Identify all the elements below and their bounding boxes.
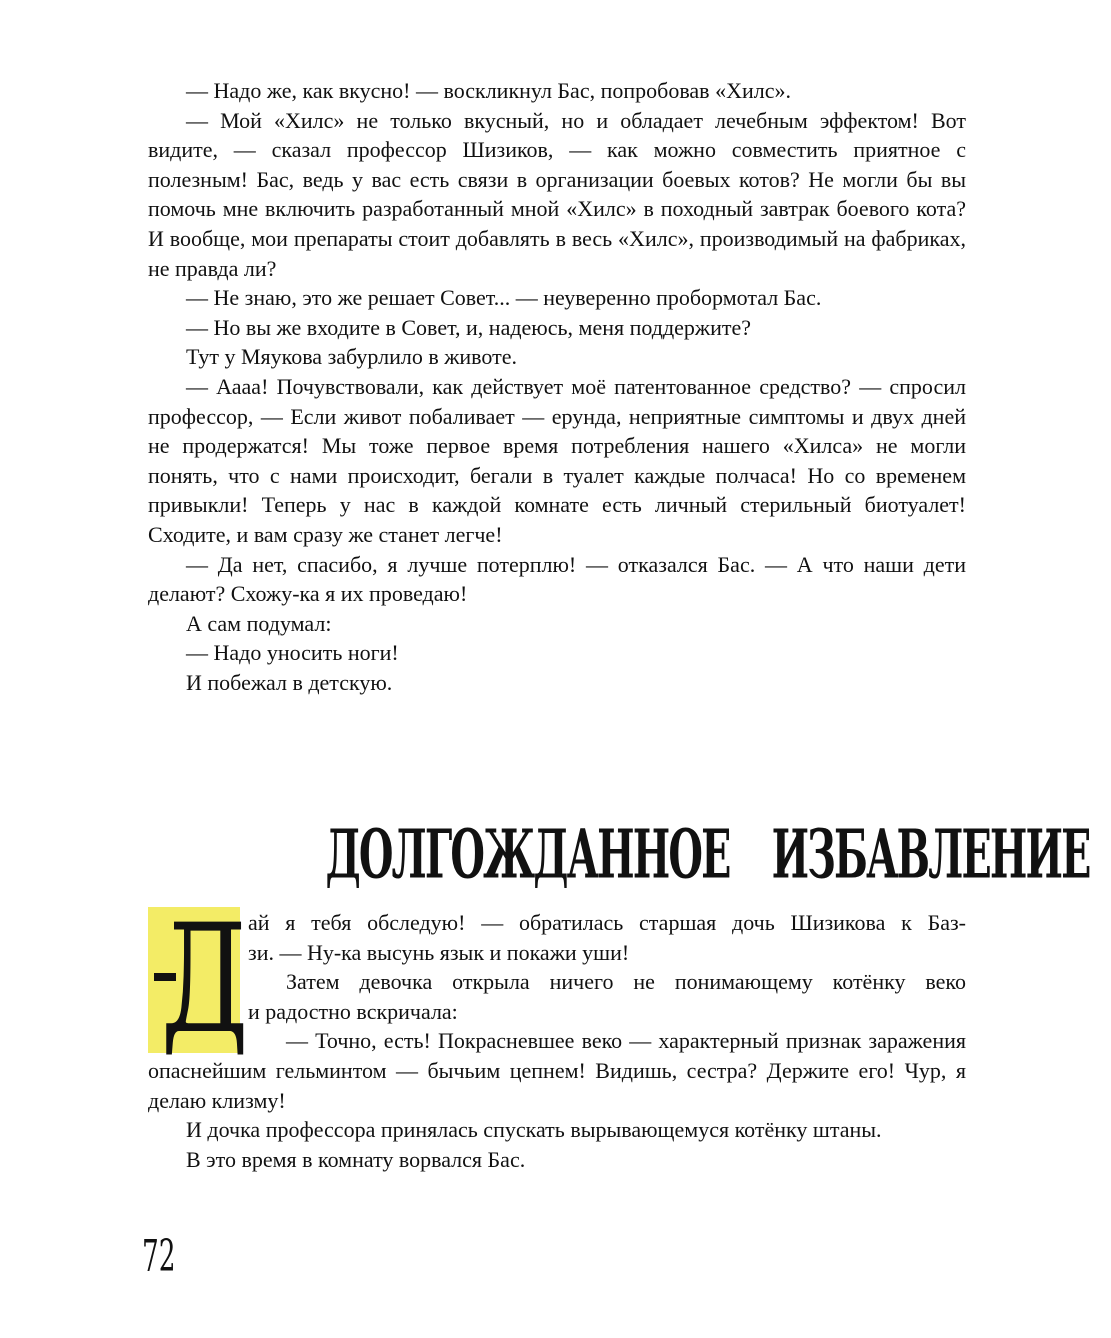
paragraph: Тут у Мяукова забурлило в животе. xyxy=(186,344,518,370)
paragraph: — Надо уносить ноги! xyxy=(186,640,399,666)
paragraph: — Не знаю, это же решает Совет... — неуверенно пробормотал Бас. xyxy=(186,285,822,311)
body-text-top xyxy=(148,76,966,697)
paragraph: — Надо же, как вкусно! — воскликнул Бас, попробовав «Хилс». xyxy=(186,78,791,103)
paragraph-line: Затем девочка открыла ничего не понимающему котёнку веко xyxy=(286,969,966,995)
paragraph-line: ай я тебя обследую! — обратилась старшая дочь Шизикова к Баз- xyxy=(248,910,966,935)
paragraph: И побежал в детскую. xyxy=(186,669,393,695)
paragraph-line: и радостно вскричала: xyxy=(248,998,458,1024)
paragraph: — Мой «Хилс» не только вкусный, но и обладает лечебным эффектом! Вот видите, — сказал профессор Шизиков, — как можно совместить приятное с полезным! Бас, ведь у вас есть связи в организации боевых котов? Не могли бы вы помочь мне включить разработанный мной «Хилс» в походный завтрак боевого кота? И вообще, мои препараты стоит добавлять в весь «Хилс», производимый на фабриках, не правда ли? xyxy=(148,107,966,281)
paragraph: — Точно, есть! Покрасневшее веко — характерный признак заражения опаснейшим гельминтом — бычьим цепнем! Видишь, сестра? Держите его! Чур, я делаю клизму! xyxy=(148,1028,966,1113)
paragraph: — Да нет, спасибо, я лучше потерплю! — отказался Бас. — А что наши дети делают? Схожу-ка я их проведаю! xyxy=(148,551,966,607)
paragraph: А сам подумал: xyxy=(186,610,332,636)
paragraph-line: зи. — Ну-ка высунь язык и покажи уши! xyxy=(248,939,630,965)
paragraph: — Аааа! Почувствовали, как действует моё патентованное средство? — спросил профессор, — Если живот побаливает — ерунда, неприятные симптомы и двух дней не продержатся! Мы тоже первое время потребления нашего «Хилса» не могли понять, что с нами происходит, бегали в туалет каждые полчаса! Но со временем привыкли! Теперь у нас в каждой комнате есть личный стерильный биотуалет! Сходите, и вам сразу же станет легче! xyxy=(148,373,966,547)
page-number: 72 xyxy=(142,1231,176,1282)
paragraph: И дочка профессора принялась спускать вырывающемуся котёнку штаны. xyxy=(186,1117,882,1143)
chapter-title-word: ИЗБАВЛЕНИЕ xyxy=(771,815,1090,895)
paragraph: В это время в комнату ворвался Бас. xyxy=(186,1146,526,1172)
paragraph: — Но вы же входите в Совет, и, надеюсь, меня поддержите? xyxy=(186,314,752,340)
chapter-title xyxy=(304,808,1090,903)
chapter-title-word: ДОЛГОЖДАННОЕ xyxy=(325,815,730,895)
body-text-chapter xyxy=(148,893,966,1174)
drop-cap-letter: Д xyxy=(160,893,249,1067)
